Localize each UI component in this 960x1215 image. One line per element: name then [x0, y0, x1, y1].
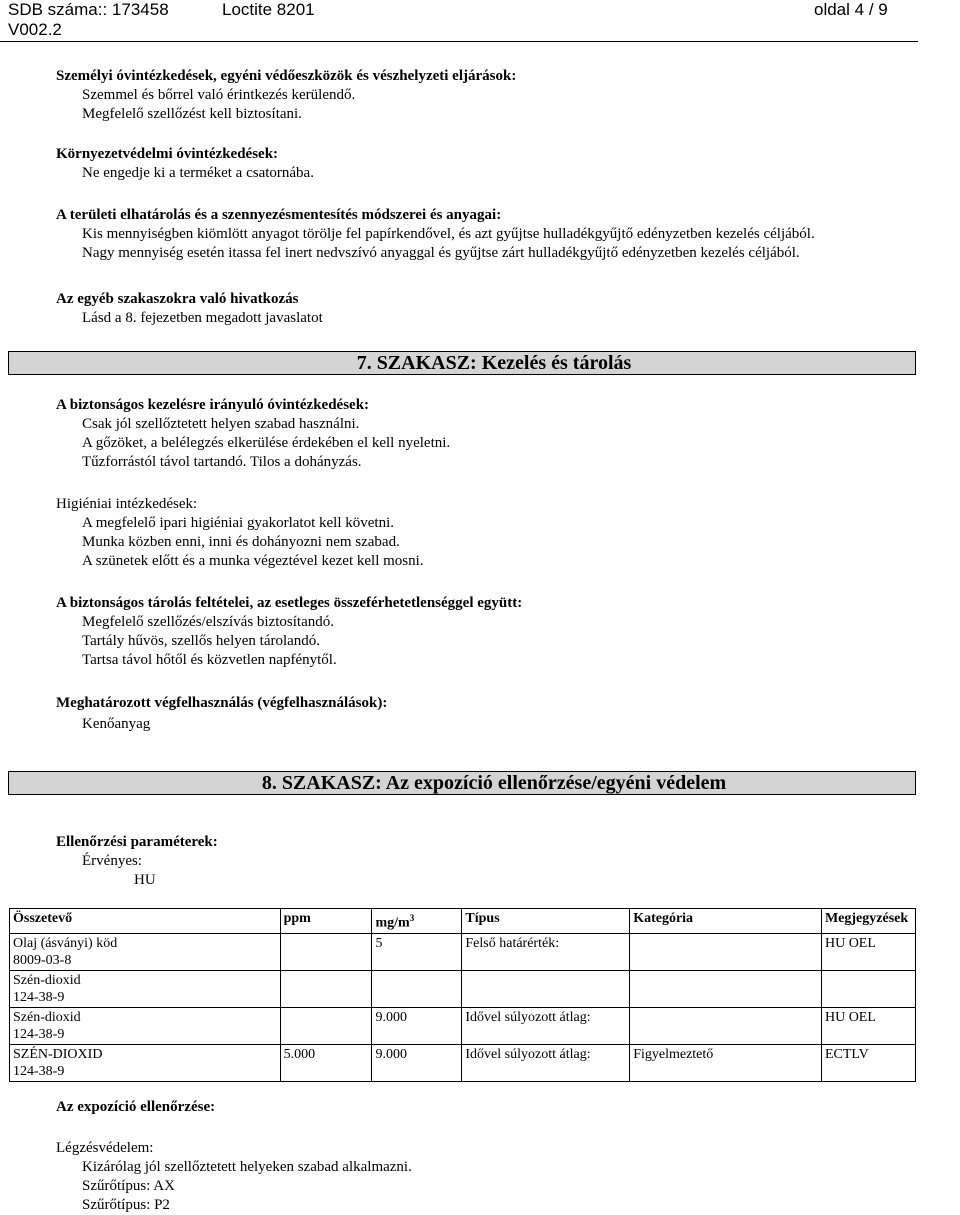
- respiratory-line: Kizárólag jól szellőztetett helyeken szabad alkalmazni.: [82, 1159, 412, 1175]
- storage-line: Tartsa távol hőtől és közvetlen napfénytől.: [82, 652, 337, 668]
- table-row: [10, 1007, 916, 1044]
- version: V002.2: [8, 20, 62, 39]
- end-use: [56, 694, 387, 734]
- cell-type: Felső határérték:: [462, 933, 630, 970]
- cell-ppm: 5.000: [280, 1044, 372, 1081]
- hygiene-line: A szünetek előtt és a munka végeztével kezet kell mosni.: [82, 553, 424, 569]
- exposure-controls: [56, 1098, 215, 1117]
- reference-line: Lásd a 8. fejezetben megadott javaslatot: [82, 310, 323, 326]
- section-8-header: [8, 771, 916, 795]
- personal-precautions: [56, 67, 516, 124]
- exposure-title: Az expozíció ellenőrzése:: [56, 1099, 216, 1115]
- cell-mgm3: [372, 970, 462, 1007]
- cell-mgm3: 9.000: [372, 1007, 462, 1044]
- cleanup-line: Nagy mennyiség esetén itassa fel inert nedvszívó anyaggal és gyűjtse zárt hulladékgyűjtő edényzetben kezelés céljából.: [82, 245, 800, 261]
- table-row: [10, 933, 916, 970]
- safe-handling-line: Csak jól szellőztetett helyen szabad használni.: [82, 416, 360, 432]
- cell-remarks: HU OEL: [821, 1007, 915, 1044]
- cell-category: [630, 970, 822, 1007]
- cell-ppm: [280, 1007, 372, 1044]
- valid-label: Érvényes:: [82, 853, 142, 869]
- page-number: oldal 4 / 9: [814, 0, 888, 19]
- environmental-title: Környezetvédelmi óvintézkedések:: [56, 146, 279, 162]
- cleanup-methods: [56, 206, 815, 263]
- safe-handling-line: A gőzöket, a belélegzés elkerülése érdekében el kell nyeletni.: [82, 435, 451, 451]
- cleanup-title: A területi elhatárolás és a szennyezésmentesítés módszerei és anyagai:: [56, 207, 502, 223]
- safe-handling-line: Tűzforrástól távol tartandó. Tilos a dohányzás.: [82, 454, 362, 470]
- reference-title: Az egyéb szakaszokra való hivatkozás: [56, 291, 299, 307]
- respiratory-line: Szűrőtípus: P2: [82, 1197, 170, 1213]
- col-header-mgm3: $mg/m^3$: [372, 909, 462, 934]
- end-use-line: Kenőanyag: [82, 716, 151, 732]
- environmental-precautions: [56, 145, 314, 183]
- cell-category: [630, 1007, 822, 1044]
- section-7-header: [8, 351, 916, 375]
- cell-component: Szén-dioxid 124-38-9: [10, 970, 281, 1007]
- col-header-remarks: Megjegyzések: [821, 909, 915, 934]
- respiratory-protection: [56, 1139, 412, 1215]
- cell-component: Olaj (ásványi) köd 8009-03-8: [10, 933, 281, 970]
- hygiene-measures: [56, 495, 424, 571]
- reference-other-sections: [56, 290, 323, 328]
- storage-line: Tartály hűvös, szellős helyen tárolandó.: [82, 633, 321, 649]
- cell-type: [462, 970, 630, 1007]
- exposure-limits-table: [9, 908, 916, 1082]
- col-header-type: Típus: [462, 909, 630, 934]
- storage-title: A biztonságos tárolás feltételei, az esetleges összeférhetetlenséggel együtt:: [56, 595, 523, 611]
- section-8-title: 8. SZAKASZ: Az expozíció ellenőrzése/egyéni védelem: [261, 772, 727, 794]
- cell-component: SZÉN-DIOXID 124-38-9: [10, 1044, 281, 1081]
- cell-category: [630, 933, 822, 970]
- table-row: [10, 970, 916, 1007]
- environmental-line: Ne engedje ki a terméket a csatornába.: [82, 165, 314, 181]
- control-parameters: [56, 833, 218, 890]
- product-name: Loctite 8201: [222, 0, 315, 19]
- cell-remarks: HU OEL: [821, 933, 915, 970]
- params-title: Ellenőrzési paraméterek:: [56, 834, 218, 850]
- cell-ppm: [280, 933, 372, 970]
- section-7-title: 7. SZAKASZ: Kezelés és tárolás: [356, 352, 632, 374]
- cell-mgm3: 5: [372, 933, 462, 970]
- personal-precautions-title: Személyi óvintézkedések, egyéni védőeszközök és vészhelyzeti eljárások:: [56, 68, 517, 84]
- personal-line: Megfelelő szellőzést kell biztosítani.: [82, 106, 302, 122]
- page-header: [0, 0, 960, 44]
- cell-ppm: [280, 970, 372, 1007]
- cell-mgm3: 9.000: [372, 1044, 462, 1081]
- storage-line: Megfelelő szellőzés/elszívás biztosítandó.: [82, 614, 335, 630]
- cell-type: Idővel súlyozott átlag:: [462, 1044, 630, 1081]
- hygiene-line: A megfelelő ipari higiéniai gyakorlatot kell követni.: [82, 515, 394, 531]
- table-header-row: [10, 909, 916, 934]
- col-header-category: Kategória: [630, 909, 822, 934]
- hygiene-title: Higiéniai intézkedések:: [56, 496, 198, 512]
- sdb-number: SDB száma:: 173458: [8, 0, 169, 19]
- col-header-ppm: ppm: [280, 909, 372, 934]
- cleanup-line: Kis mennyiségben kiömlött anyagot törölje fel papírkendővel, és azt gyűjtse hulladékgyűjtő edényzetben kezelés céljából.: [82, 226, 815, 242]
- cell-type: Idővel súlyozott átlag:: [462, 1007, 630, 1044]
- cell-remarks: ECTLV: [821, 1044, 915, 1081]
- safe-handling-title: A biztonságos kezelésre irányuló óvintézkedések:: [56, 397, 370, 413]
- respiratory-line: Szűrőtípus: AX: [82, 1178, 175, 1194]
- table-row: [10, 1044, 916, 1081]
- header-divider: [0, 41, 918, 42]
- hygiene-line: Munka közben enni, inni és dohányozni nem szabad.: [82, 534, 400, 550]
- respiratory-title: Légzésvédelem:: [56, 1140, 154, 1156]
- valid-value: HU: [134, 872, 156, 888]
- safe-storage: [56, 594, 522, 670]
- personal-line: Szemmel és bőrrel való érintkezés kerülendő.: [82, 87, 356, 103]
- cell-component: Szén-dioxid 124-38-9: [10, 1007, 281, 1044]
- end-use-title: Meghatározott végfelhasználás (végfelhasználások):: [56, 695, 388, 711]
- cell-category: Figyelmeztető: [630, 1044, 822, 1081]
- col-header-component: Összetevő: [10, 909, 281, 934]
- safe-handling: [56, 396, 450, 472]
- cell-remarks: [821, 970, 915, 1007]
